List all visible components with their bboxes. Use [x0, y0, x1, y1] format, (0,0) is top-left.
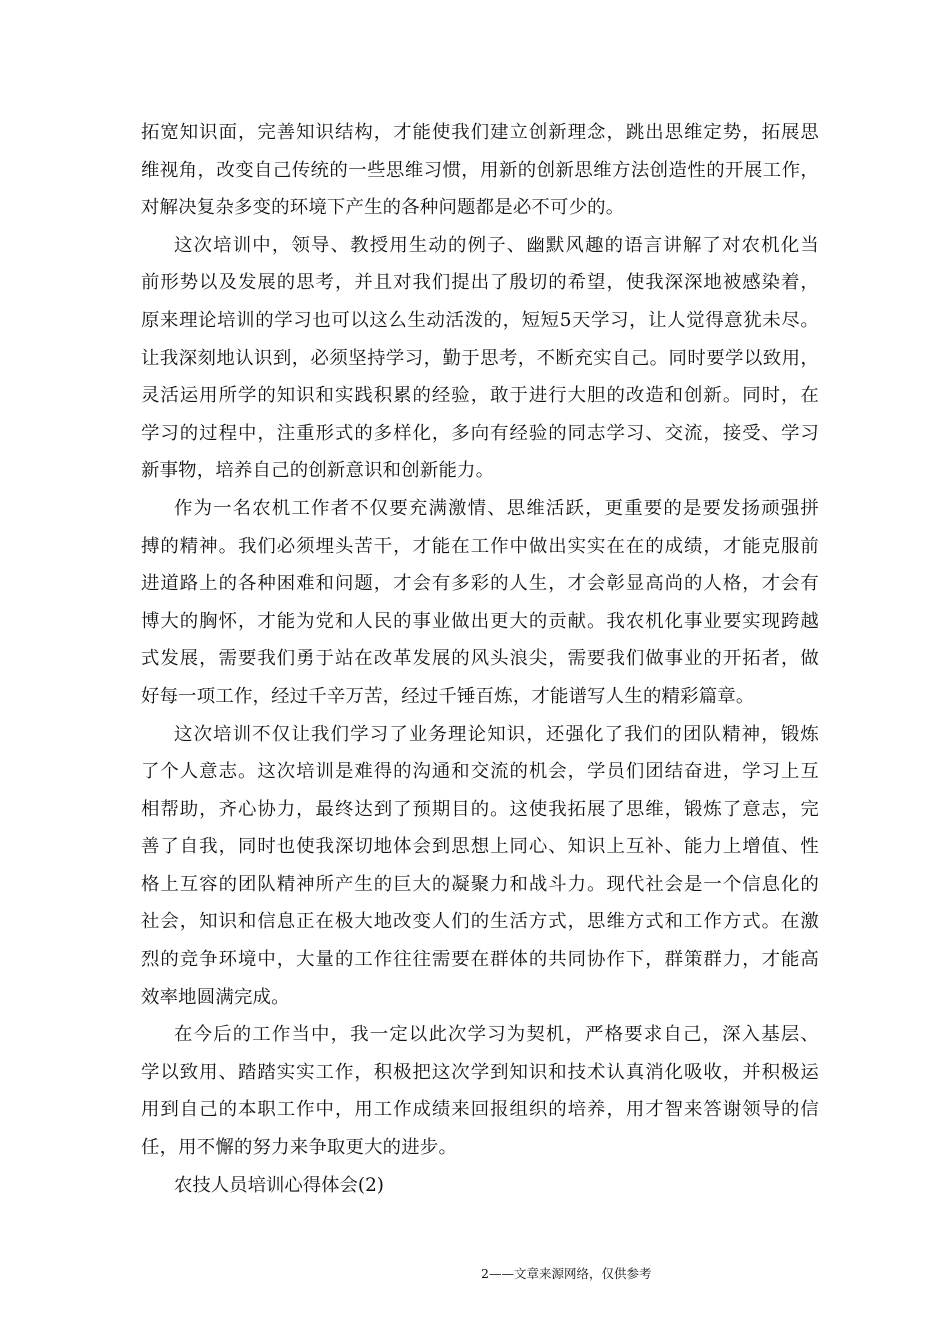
paragraph [141, 716, 819, 1017]
page-footer: 2——文章来源网络，仅供参考 [481, 1266, 652, 1281]
paragraph-line: 让我深刻地认识到，必须坚持学习，勤于思考，不断充实自己。同时要学以致用， [141, 347, 819, 369]
paragraph [141, 490, 819, 716]
paragraph-line: 学习的过程中，注重形式的多样化，多向有经验的同志学习、交流，接受、学习 [141, 422, 819, 444]
paragraph-line: 在今后的工作当中，我一定以此次学习为契机，严格要求自己，深入基层、 [174, 1024, 819, 1046]
paragraph-line: 相帮助，齐心协力，最终达到了预期目的。这使我拓展了思维，锻炼了意志，完 [141, 798, 819, 820]
paragraph [141, 114, 819, 227]
paragraph-line: 好每一项工作，经过千辛万苦，经过千锤百炼，才能谱写人生的精彩篇章。 [141, 685, 755, 707]
paragraph-line: 前形势以及发展的思考，并且对我们提出了殷切的希望，使我深深地被感染着， [141, 272, 819, 294]
paragraph [141, 227, 819, 490]
paragraph-container [141, 114, 819, 1167]
paragraph [141, 1016, 819, 1166]
paragraph-line: 搏的精神。我们必须埋头苦干，才能在工作中做出实实在在的成绩，才能克服前 [141, 535, 819, 557]
paragraph-line: 这次培训中，领导、教授用生动的例子、幽默风趣的语言讲解了对农机化当 [174, 234, 819, 256]
paragraph-line: 了个人意志。这次培训是难得的沟通和交流的机会，学员们团结奋进，学习上互 [141, 761, 819, 783]
paragraph-line: 博大的胸怀，才能为党和人民的事业做出更大的贡献。我农机化事业要实现跨越 [141, 610, 819, 632]
paragraph-line: 学以致用、踏踏实实工作，积极把这次学到知识和技术认真消化吸收，并积极运 [141, 1061, 819, 1083]
paragraph-line: 式发展，需要我们勇于站在改革发展的风头浪尖，需要我们做事业的开拓者，做 [141, 648, 819, 670]
paragraph-line: 灵活运用所学的知识和实践积累的经验，敢于进行大胆的改造和创新。同时，在 [141, 385, 819, 407]
paragraph-line: 原来理论培训的学习也可以这么生动活泼的，短短5天学习，让人觉得意犹未尽。 [141, 309, 819, 331]
paragraph-line: 用到自己的本职工作中，用工作成绩来回报组织的培养，用才智来答谢领导的信 [141, 1099, 819, 1121]
paragraph-line: 对解决复杂多变的环境下产生的各种问题都是必不可少的。 [141, 197, 625, 219]
paragraph-line: 善了自我，同时也使我深切地体会到思想上同心、知识上互补、能力上增值、性 [141, 836, 819, 858]
paragraph-line: 拓宽知识面，完善知识结构，才能使我们建立创新理念，跳出思维定势，拓展思 [141, 122, 819, 143]
paragraph-line: 烈的竞争环境中，大量的工作往往需要在群体的共同协作下，群策群力，才能高 [141, 949, 819, 971]
document-body [141, 114, 819, 1205]
paragraph-line: 效率地圆满完成。 [141, 986, 290, 1008]
paragraph-line: 新事物，培养自己的创新意识和创新能力。 [141, 460, 495, 482]
paragraph-line: 这次培训不仅让我们学习了业务理论知识，还强化了我们的团队精神，锻炼 [174, 723, 819, 745]
paragraph-line: 进道路上的各种困难和问题，才会有多彩的人生，才会彰显高尚的人格，才会有 [141, 573, 819, 595]
paragraph-line: 维视角，改变自己传统的一些思维习惯，用新的创新思维方法创造性的开展工作， [141, 159, 819, 181]
paragraph-line: 任，用不懈的努力来争取更大的进步。 [141, 1137, 458, 1159]
paragraph-line: 格上互容的团队精神所产生的巨大的凝聚力和战斗力。现代社会是一个信息化的 [141, 873, 819, 895]
section-subtitle: 农技人员培训心得体会(2) [174, 1174, 384, 1196]
paragraph-line: 作为一名农机工作者不仅要充满激情、思维活跃，更重要的是要发扬顽强拼 [174, 497, 819, 519]
paragraph-line: 社会，知识和信息正在极大地改变人们的生活方式，思维方式和工作方式。在激 [141, 911, 819, 933]
